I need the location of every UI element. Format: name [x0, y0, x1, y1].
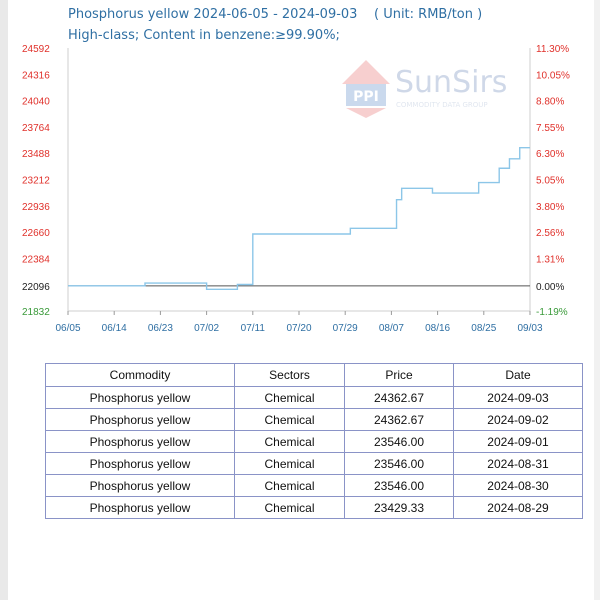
- left-tick-label: 24316: [22, 70, 50, 82]
- cell-commodity: Phosphorus yellow: [46, 431, 235, 453]
- right-tick-label: 1.31%: [536, 254, 565, 266]
- title-date-range: 2024-06-05 - 2024-09-03: [193, 7, 358, 22]
- x-tick-label: 07/02: [194, 323, 220, 334]
- col-header-sectors: Sectors: [235, 364, 345, 387]
- right-tick-label: 2.56%: [536, 228, 565, 240]
- cell-price: 23429.33: [345, 497, 454, 519]
- table-row: [46, 431, 583, 453]
- watermark-roof-icon: [342, 60, 390, 84]
- x-axis-ticks: [55, 311, 542, 334]
- cell-date: 2024-08-30: [454, 475, 583, 497]
- right-tick-label: 7.55%: [536, 122, 565, 134]
- table-row: [46, 409, 583, 431]
- series-line-phosphorus-yellow: [68, 148, 530, 290]
- cell-commodity: Phosphorus yellow: [46, 475, 235, 497]
- x-tick-label: 07/11: [240, 323, 265, 334]
- x-tick-label: 09/03: [517, 323, 543, 334]
- x-tick-label: 06/14: [101, 323, 127, 334]
- left-y-axis-ticks: [22, 44, 50, 318]
- price-table: [45, 363, 583, 519]
- right-tick-label: 3.80%: [536, 201, 565, 213]
- left-tick-label: 22384: [22, 254, 50, 266]
- cell-sector: Chemical: [235, 453, 345, 475]
- x-tick-label: 07/20: [286, 323, 312, 334]
- table-header-row: [46, 364, 583, 387]
- cell-date: 2024-09-03: [454, 387, 583, 409]
- cell-commodity: Phosphorus yellow: [46, 409, 235, 431]
- left-tick-label: 23488: [22, 149, 50, 161]
- table-row: [46, 387, 583, 409]
- right-tick-label: 5.05%: [536, 175, 565, 187]
- cell-price: 24362.67: [345, 409, 454, 431]
- cell-sector: Chemical: [235, 409, 345, 431]
- x-tick-label: 08/07: [378, 323, 404, 334]
- x-tick-label: 08/25: [471, 323, 497, 334]
- table-row: [46, 497, 583, 519]
- watermark-base-icon: [346, 108, 386, 118]
- cell-commodity: Phosphorus yellow: [46, 453, 235, 475]
- watermark-logo-letters: PPI: [353, 89, 379, 105]
- col-header-date: Date: [454, 364, 583, 387]
- sunsirs-watermark: [342, 60, 507, 118]
- title-unit: ( Unit: RMB/ton ): [373, 7, 483, 22]
- right-tick-label: 0.00%: [536, 281, 565, 293]
- x-tick-label: 06/05: [55, 323, 81, 334]
- left-tick-label: 24040: [22, 96, 50, 108]
- title-product: Phosphorus yellow: [68, 7, 190, 22]
- cell-sector: Chemical: [235, 497, 345, 519]
- cell-price: 23546.00: [345, 431, 454, 453]
- left-tick-label: 24592: [22, 44, 50, 55]
- left-tick-label: 22936: [22, 201, 50, 213]
- right-tick-label: 6.30%: [536, 149, 565, 161]
- cell-sector: Chemical: [235, 431, 345, 453]
- x-tick-label: 07/29: [332, 323, 358, 334]
- left-tick-label: 22096: [22, 281, 50, 293]
- left-tick-label: 23212: [22, 175, 50, 187]
- left-tick-label: 21832: [22, 307, 50, 318]
- watermark-tagline: COMMODITY DATA GROUP: [396, 101, 488, 109]
- table-row: [46, 475, 583, 497]
- cell-date: 2024-08-31: [454, 453, 583, 475]
- col-header-price: Price: [345, 364, 454, 387]
- left-tick-label: 22660: [22, 228, 50, 240]
- cell-date: 2024-09-02: [454, 409, 583, 431]
- right-tick-label: 10.05%: [536, 70, 570, 82]
- right-tick-label: -1.19%: [536, 307, 568, 318]
- right-tick-label: 8.80%: [536, 96, 565, 108]
- cell-sector: Chemical: [235, 475, 345, 497]
- right-y-axis-ticks: [536, 44, 570, 318]
- cell-sector: Chemical: [235, 387, 345, 409]
- cell-price: 23546.00: [345, 453, 454, 475]
- x-tick-label: 08/16: [425, 323, 451, 334]
- watermark-brand: SunSirs: [395, 65, 508, 100]
- table-row: [46, 453, 583, 475]
- chart-subtitle: High-class; Content in benzene:≥99.90%;: [68, 28, 340, 43]
- price-series: [68, 148, 530, 290]
- cell-commodity: Phosphorus yellow: [46, 387, 235, 409]
- cell-price: 23546.00: [345, 475, 454, 497]
- cell-date: 2024-08-29: [454, 497, 583, 519]
- cell-date: 2024-09-01: [454, 431, 583, 453]
- cell-commodity: Phosphorus yellow: [46, 497, 235, 519]
- left-tick-label: 23764: [22, 122, 50, 134]
- x-tick-label: 06/23: [147, 323, 173, 334]
- cell-price: 24362.67: [345, 387, 454, 409]
- right-tick-label: 11.30%: [536, 44, 570, 55]
- col-header-commodity: Commodity: [46, 364, 235, 387]
